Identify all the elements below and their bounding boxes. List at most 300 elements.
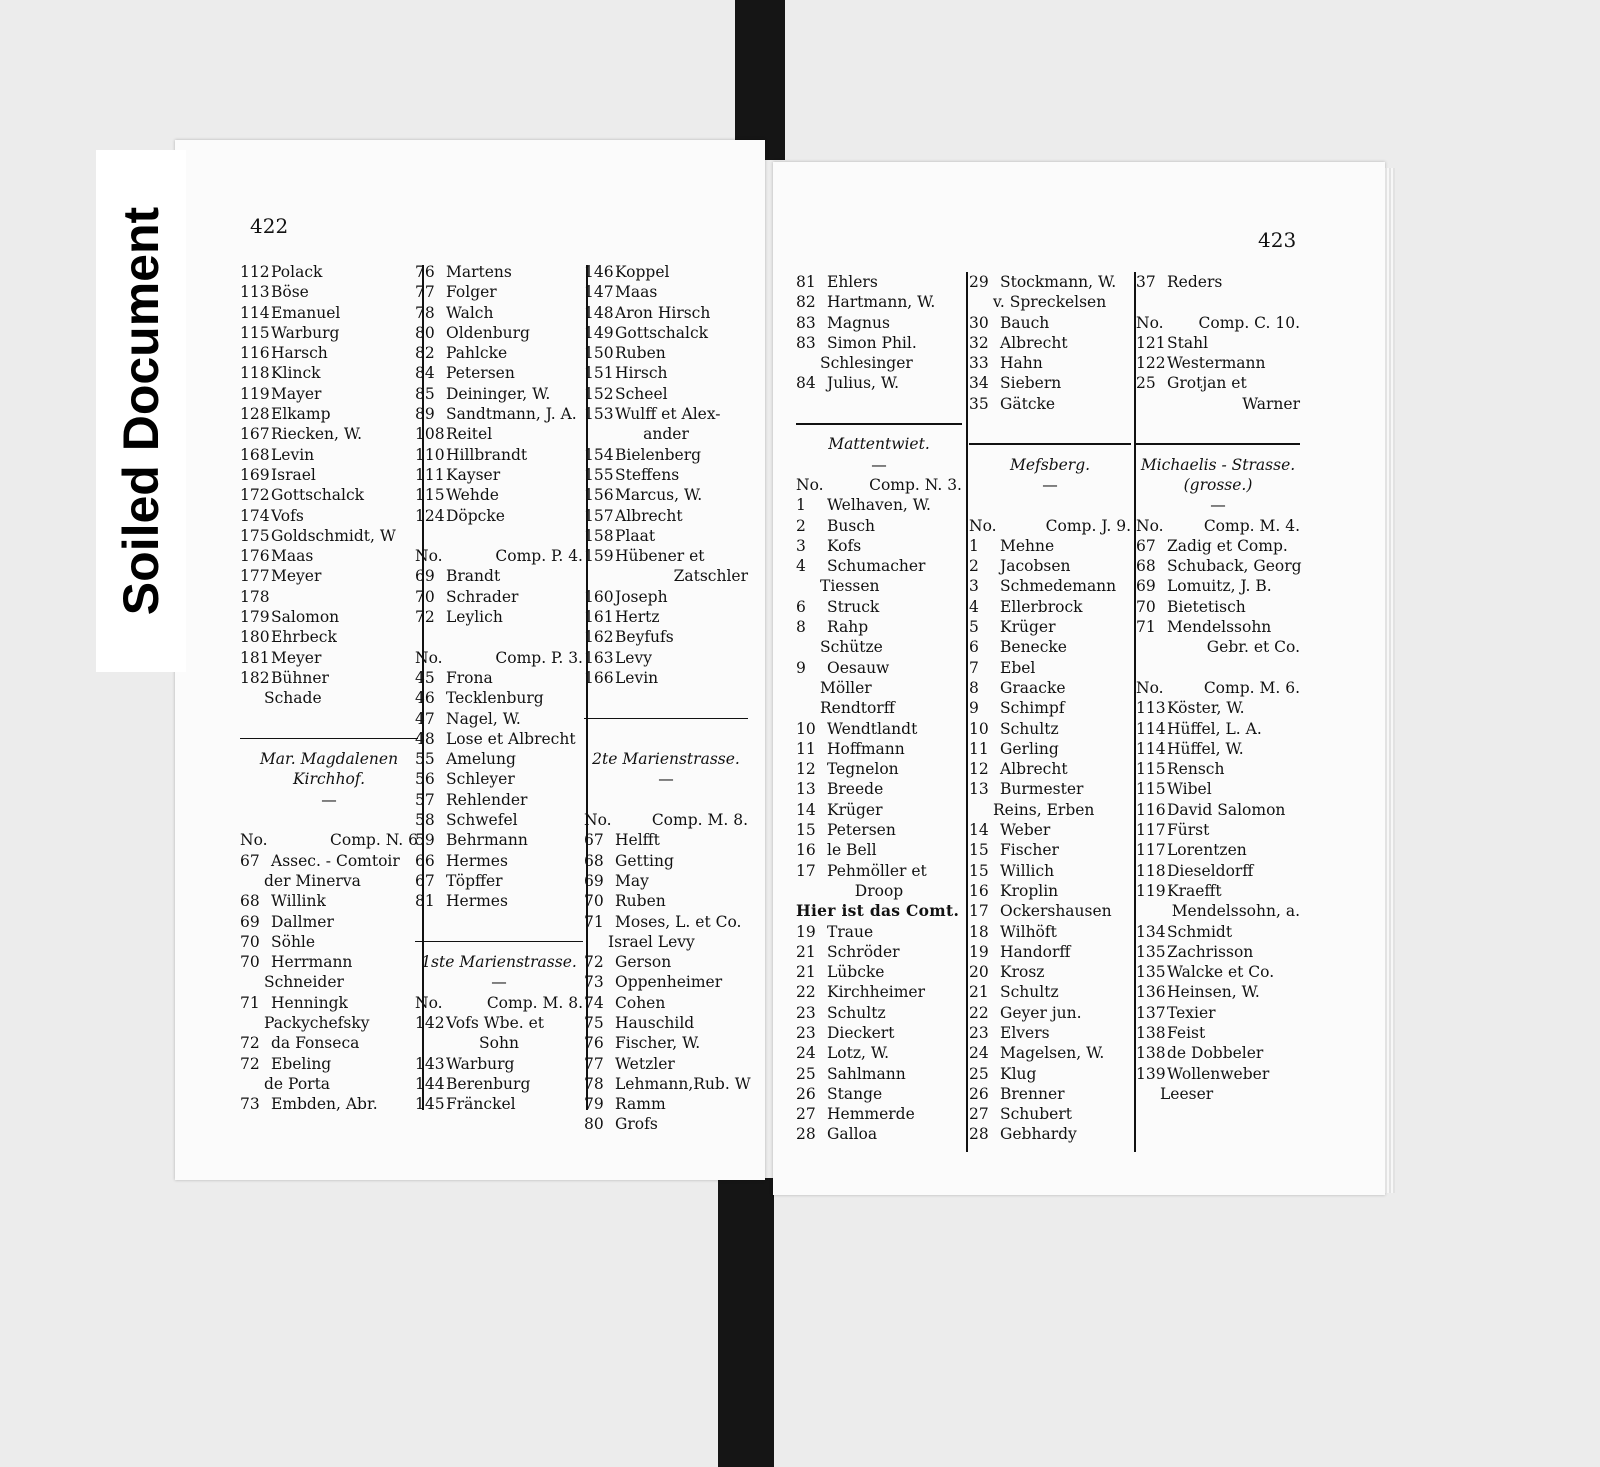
page-number-left: 422 <box>250 214 289 238</box>
company-header <box>415 546 583 566</box>
resident-name: Gerson <box>615 953 672 972</box>
directory-entry <box>240 668 418 688</box>
house-number: 89 <box>415 405 435 424</box>
directory-entry <box>584 1114 748 1134</box>
gap <box>415 627 583 647</box>
house-number: 11 <box>796 739 816 758</box>
directory-entry <box>1136 739 1300 759</box>
house-number: 68 <box>584 851 604 870</box>
directory-entry <box>415 485 583 505</box>
directory-entry <box>969 861 1131 881</box>
house-number: 27 <box>969 1105 989 1124</box>
directory-entry <box>796 1023 962 1043</box>
resident-name: Kofs <box>827 536 862 555</box>
company-header <box>584 810 748 830</box>
directory-entry <box>240 912 418 932</box>
resident-name: Böse <box>271 283 309 302</box>
resident-name: Döpcke <box>446 506 505 525</box>
house-number: 162 <box>584 628 614 647</box>
house-number: 14 <box>796 800 816 819</box>
directory-entry <box>796 597 962 617</box>
resident-name: Beyfufs <box>615 628 674 647</box>
resident-name: Sahlmann <box>827 1064 906 1083</box>
house-number: 115 <box>1136 760 1166 779</box>
house-number: 32 <box>969 333 989 352</box>
directory-entry <box>969 1064 1131 1084</box>
house-number: 82 <box>415 344 435 363</box>
house-number: 25 <box>796 1064 816 1083</box>
resident-name: Levin <box>615 668 659 687</box>
house-number: 84 <box>796 374 816 393</box>
entry-continuation: Warner <box>1242 394 1300 413</box>
directory-entry <box>240 465 418 485</box>
street-heading: Mattentwiet. <box>828 435 930 454</box>
resident-name: Levin <box>271 445 315 464</box>
entry-continuation: Mendelssohn, a. <box>1171 902 1300 921</box>
gap <box>240 709 418 729</box>
directory-entry <box>415 769 583 789</box>
house-number: 12 <box>969 760 989 779</box>
no-label: No. <box>415 547 443 566</box>
directory-entry <box>1136 779 1300 799</box>
house-number: 74 <box>584 993 604 1012</box>
resident-name: Steffens <box>615 465 680 484</box>
house-number: 117 <box>1136 841 1166 860</box>
directory-entry <box>584 627 748 647</box>
resident-name: Zadig et Comp. <box>1167 536 1288 555</box>
house-number: 175 <box>240 526 270 545</box>
house-number: 59 <box>415 831 435 850</box>
entry-continuation: Zatschler <box>673 567 748 586</box>
house-number: 76 <box>584 1034 604 1053</box>
company-label: Comp. M. 6. <box>1203 678 1300 697</box>
resident-name: Galloa <box>827 1125 878 1144</box>
directory-entry <box>415 424 583 444</box>
resident-name: Moses, L. et Co. <box>615 912 742 931</box>
house-number: 80 <box>584 1115 604 1134</box>
directory-entry <box>1136 820 1300 840</box>
directory-entry <box>415 851 583 871</box>
house-number: 82 <box>796 293 816 312</box>
house-number: 28 <box>796 1125 816 1144</box>
house-number: 14 <box>969 821 989 840</box>
horizontal-rule <box>969 443 1131 445</box>
resident-name: Warburg <box>271 323 340 342</box>
house-number: 5 <box>969 618 979 637</box>
directory-entry <box>415 404 583 424</box>
house-number: 118 <box>240 364 270 383</box>
directory-entry <box>240 587 418 607</box>
resident-name: Gottschalck <box>271 486 365 505</box>
house-number: 71 <box>1136 618 1156 637</box>
house-number: 16 <box>796 841 816 860</box>
house-number: 75 <box>584 1013 604 1032</box>
house-number: 138 <box>1136 1044 1166 1063</box>
directory-entry <box>584 526 748 546</box>
directory-entry <box>240 1054 418 1074</box>
house-number: 4 <box>796 557 806 576</box>
directory-entry <box>240 546 418 566</box>
directory-entry <box>796 373 962 393</box>
directory-entry <box>1136 962 1300 982</box>
house-number: 2 <box>969 557 979 576</box>
centered-text: Sohn <box>479 1034 519 1053</box>
house-number: 69 <box>584 871 604 890</box>
left-column-1 <box>240 262 418 1114</box>
resident-name: Willich <box>1000 861 1055 880</box>
directory-entry <box>1136 536 1300 556</box>
resident-name: da Fonseca <box>271 1034 360 1053</box>
directory-entry <box>584 972 748 992</box>
directory-entry <box>969 1124 1131 1144</box>
resident-name: Hauschild <box>615 1013 695 1032</box>
page-edges <box>1385 168 1395 1193</box>
house-number: 159 <box>584 547 614 566</box>
directory-entry <box>1136 1023 1300 1043</box>
directory-entry <box>415 1054 583 1074</box>
directory-entry <box>1136 556 1300 576</box>
right-column-1 <box>796 272 962 1145</box>
resident-name: Heinsen, W. <box>1167 983 1260 1002</box>
gap <box>1136 414 1300 434</box>
house-number: 67 <box>1136 536 1156 555</box>
house-number: 3 <box>796 536 806 555</box>
resident-name: Traue <box>827 922 874 941</box>
house-number: 158 <box>584 526 614 545</box>
house-number: 27 <box>796 1105 816 1124</box>
resident-name: Reitel <box>446 425 493 444</box>
directory-entry <box>969 1023 1131 1043</box>
directory-entry <box>584 648 748 668</box>
company-header <box>415 993 583 1013</box>
directory-entry <box>240 607 418 627</box>
resident-name: Meyer <box>271 567 322 586</box>
house-number: 70 <box>415 587 435 606</box>
resident-name: May <box>615 871 649 890</box>
house-number: 25 <box>1136 374 1156 393</box>
street-heading: Mar. Magdalenen <box>259 750 399 769</box>
resident-name: Krosz <box>1000 963 1045 982</box>
directory-entry <box>969 840 1131 860</box>
resident-name: Lotz, W. <box>827 1044 890 1063</box>
directory-entry <box>584 830 748 850</box>
house-number: 138 <box>1136 1023 1166 1042</box>
right-column-3 <box>1136 272 1300 1104</box>
street-heading: 1ste Marienstrasse. <box>421 953 577 972</box>
resident-name: Maas <box>615 283 658 302</box>
house-number: 153 <box>584 405 614 424</box>
resident-name: Wibel <box>1167 780 1212 799</box>
resident-name: Hermes <box>446 851 508 870</box>
resident-name: Berenburg <box>446 1074 531 1093</box>
street-heading: (grosse.) <box>1183 475 1253 494</box>
house-number: 72 <box>584 953 604 972</box>
entry-continuation: Schade <box>264 689 322 708</box>
company-label: Comp. M. 8. <box>651 811 748 830</box>
directory-entry <box>240 485 418 505</box>
directory-entry <box>796 536 962 556</box>
directory-entry <box>1136 617 1300 637</box>
resident-name: Koppel <box>615 263 670 281</box>
entry-continuation: Rendtorff <box>820 699 895 718</box>
resident-name: Struck <box>827 597 880 616</box>
book-spine-bottom <box>718 1178 774 1467</box>
resident-name: Marcus, W. <box>615 486 703 505</box>
column-rule <box>966 272 968 1152</box>
house-number: 2 <box>796 516 806 535</box>
resident-name: Kirchheimer <box>827 983 926 1002</box>
directory-entry <box>1136 597 1300 617</box>
resident-name: Maas <box>271 547 314 566</box>
stamp-label: Soiled Document <box>113 206 169 616</box>
company-header <box>1136 516 1300 536</box>
company-header <box>1136 678 1300 698</box>
left-column-2 <box>415 262 583 1114</box>
directory-entry <box>969 333 1131 353</box>
resident-name: Kraefft <box>1167 881 1222 900</box>
house-number: 20 <box>969 963 989 982</box>
directory-entry <box>1136 373 1300 393</box>
house-number: 18 <box>969 922 989 941</box>
resident-name: Burmester <box>1000 780 1084 799</box>
house-number: 46 <box>415 689 435 708</box>
directory-entry <box>415 566 583 586</box>
directory-entry <box>415 465 583 485</box>
resident-name: Ramm <box>615 1095 666 1114</box>
resident-name: Assec. - Comtoir <box>271 851 400 870</box>
street-heading: 2te Marienstrasse. <box>592 750 740 769</box>
directory-entry <box>415 688 583 708</box>
book-spine-top <box>735 0 785 160</box>
directory-entry <box>796 779 962 799</box>
directory-entry <box>969 394 1131 414</box>
gap <box>584 729 748 749</box>
directory-entry <box>796 922 962 942</box>
company-header <box>240 830 418 850</box>
entry-continuation: Schlesinger <box>820 354 913 373</box>
house-number: 135 <box>1136 963 1166 982</box>
entry-continuation: Reins, Erben <box>993 800 1095 819</box>
resident-name: Embden, Abr. <box>271 1095 378 1114</box>
resident-name: Stahl <box>1167 333 1209 352</box>
resident-name: Krüger <box>827 800 883 819</box>
directory-entry <box>415 282 583 302</box>
house-number: 21 <box>969 983 989 1002</box>
house-number: 25 <box>969 1064 989 1083</box>
gap <box>1136 658 1300 678</box>
directory-entry <box>584 668 748 688</box>
company-label: Comp. P. 3. <box>495 648 583 667</box>
directory-entry <box>240 526 418 546</box>
house-number: 113 <box>240 283 270 302</box>
resident-name: Harsch <box>271 344 328 363</box>
resident-name: Kayser <box>446 465 501 484</box>
entry-continuation: de Porta <box>264 1074 331 1093</box>
directory-entry <box>415 587 583 607</box>
house-number: 6 <box>796 597 806 616</box>
directory-entry <box>969 353 1131 373</box>
house-number: 134 <box>1136 922 1166 941</box>
resident-name: Hertz <box>615 608 660 627</box>
directory-entry <box>796 272 962 292</box>
resident-name: Schimpf <box>1000 699 1065 718</box>
directory-entry <box>415 1074 583 1094</box>
directory-entry <box>584 1074 751 1094</box>
resident-name: Jacobsen <box>1000 557 1071 576</box>
resident-name: Polack <box>271 263 323 281</box>
house-number: 177 <box>240 567 270 586</box>
resident-name: Sandtmann, J. A. <box>446 405 577 424</box>
resident-name: Lorentzen <box>1167 841 1247 860</box>
resident-name: Mayer <box>271 384 322 403</box>
directory-entry <box>584 1054 748 1074</box>
directory-entry <box>584 871 748 891</box>
directory-entry <box>969 739 1131 759</box>
directory-entry <box>1136 982 1300 1002</box>
resident-name: Hoffmann <box>827 739 905 758</box>
directory-entry <box>1136 1064 1300 1084</box>
centered-text: — <box>1210 496 1226 515</box>
horizontal-rule <box>415 941 583 943</box>
resident-name: Hirsch <box>615 364 668 383</box>
resident-name: de Dobbeler <box>1167 1044 1264 1063</box>
centered-text: ander <box>643 425 689 444</box>
resident-name: Breede <box>827 780 884 799</box>
house-number: 180 <box>240 628 270 647</box>
section-rule <box>415 932 583 952</box>
house-number: 145 <box>415 1095 445 1114</box>
resident-name: Bietetisch <box>1167 597 1246 616</box>
section-rule <box>240 729 418 749</box>
house-number: 1 <box>969 536 979 555</box>
house-number: 9 <box>796 658 806 677</box>
directory-entry <box>796 719 962 739</box>
house-number: 12 <box>796 760 816 779</box>
directory-entry <box>1136 353 1300 373</box>
resident-name: Magnus <box>827 313 890 332</box>
resident-name: Aron Hirsch <box>615 303 711 322</box>
resident-name: Brandt <box>446 567 501 586</box>
directory-entry <box>240 303 418 323</box>
house-number: 121 <box>1136 333 1166 352</box>
house-number: 73 <box>584 973 604 992</box>
resident-name: Ruben <box>615 892 666 911</box>
resident-name: Schultz <box>1000 983 1059 1002</box>
house-number: 76 <box>415 263 435 281</box>
house-number: 24 <box>796 1044 816 1063</box>
directory-entry <box>415 303 583 323</box>
resident-name: Schmedemann <box>1000 577 1117 596</box>
house-number: 22 <box>796 983 816 1002</box>
house-number: 8 <box>969 678 979 697</box>
house-number: 116 <box>1136 800 1166 819</box>
resident-name: Albrecht <box>1000 760 1068 779</box>
resident-name: Köster, W. <box>1167 699 1245 718</box>
directory-entry <box>240 424 418 444</box>
company-header <box>969 516 1131 536</box>
house-number: 69 <box>1136 577 1156 596</box>
house-number: 28 <box>969 1125 989 1144</box>
directory-entry <box>240 404 418 424</box>
house-number: 48 <box>415 729 435 748</box>
house-number: 9 <box>969 699 979 718</box>
resident-name: Schleyer <box>446 770 515 789</box>
house-number: 111 <box>415 465 445 484</box>
directory-entry <box>796 820 962 840</box>
left-column-3 <box>584 262 751 1135</box>
house-number: 117 <box>1136 821 1166 840</box>
resident-name: Vofs Wbe. et <box>446 1013 545 1032</box>
resident-name: Elkamp <box>271 405 331 424</box>
directory-entry <box>969 942 1131 962</box>
no-label: No. <box>240 831 268 850</box>
directory-entry <box>584 993 748 1013</box>
house-number: 150 <box>584 344 614 363</box>
house-number: 72 <box>415 608 435 627</box>
house-number: 21 <box>796 963 816 982</box>
resident-name: Joseph <box>615 587 668 606</box>
directory-entry <box>415 709 583 729</box>
resident-name: Schultz <box>827 1003 886 1022</box>
directory-entry <box>584 1033 748 1053</box>
house-number: 67 <box>584 831 604 850</box>
resident-name: Salomon <box>271 608 340 627</box>
house-number: 166 <box>584 668 614 687</box>
directory-entry <box>240 445 418 465</box>
street-heading: Mefsberg. <box>1009 455 1091 474</box>
resident-name: Hüffel, W. <box>1167 739 1244 758</box>
directory-entry <box>415 607 583 627</box>
directory-entry <box>796 333 962 353</box>
resident-name: Stange <box>827 1084 883 1103</box>
house-number: 78 <box>415 303 435 322</box>
house-number: 146 <box>584 263 614 281</box>
company-label: Comp. N. 6 <box>330 831 418 850</box>
house-number: 19 <box>796 922 816 941</box>
house-number: 142 <box>415 1013 445 1032</box>
no-label: No. <box>1136 516 1164 535</box>
directory-entry <box>796 1043 962 1063</box>
house-number: 21 <box>796 942 816 961</box>
house-number: 1 <box>796 496 806 515</box>
directory-entry <box>415 891 583 911</box>
directory-entry <box>240 282 418 302</box>
resident-name: Schrader <box>446 587 519 606</box>
entry-continuation: Schneider <box>264 973 344 992</box>
horizontal-rule <box>584 718 748 720</box>
resident-name: Petersen <box>827 821 896 840</box>
resident-name: Hüffel, L. A. <box>1167 719 1262 738</box>
resident-name: Rehlender <box>446 790 528 809</box>
house-number: 128 <box>240 405 270 424</box>
house-number: 17 <box>969 902 989 921</box>
directory-entry <box>584 506 748 526</box>
directory-entry <box>796 840 962 860</box>
house-number: 168 <box>240 445 270 464</box>
resident-name: Reders <box>1167 273 1223 291</box>
resident-name: Klinck <box>271 364 321 383</box>
resident-name: Kroplin <box>1000 881 1059 900</box>
house-number: 161 <box>584 608 614 627</box>
directory-entry <box>1136 698 1300 718</box>
page-number-right: 423 <box>1258 228 1297 252</box>
directory-entry <box>415 749 583 769</box>
house-number: 69 <box>240 912 260 931</box>
resident-name: Wendtlandt <box>827 719 918 738</box>
house-number: 114 <box>1136 719 1166 738</box>
resident-name: Walch <box>446 303 494 322</box>
company-label: Comp. P. 4. <box>495 547 583 566</box>
